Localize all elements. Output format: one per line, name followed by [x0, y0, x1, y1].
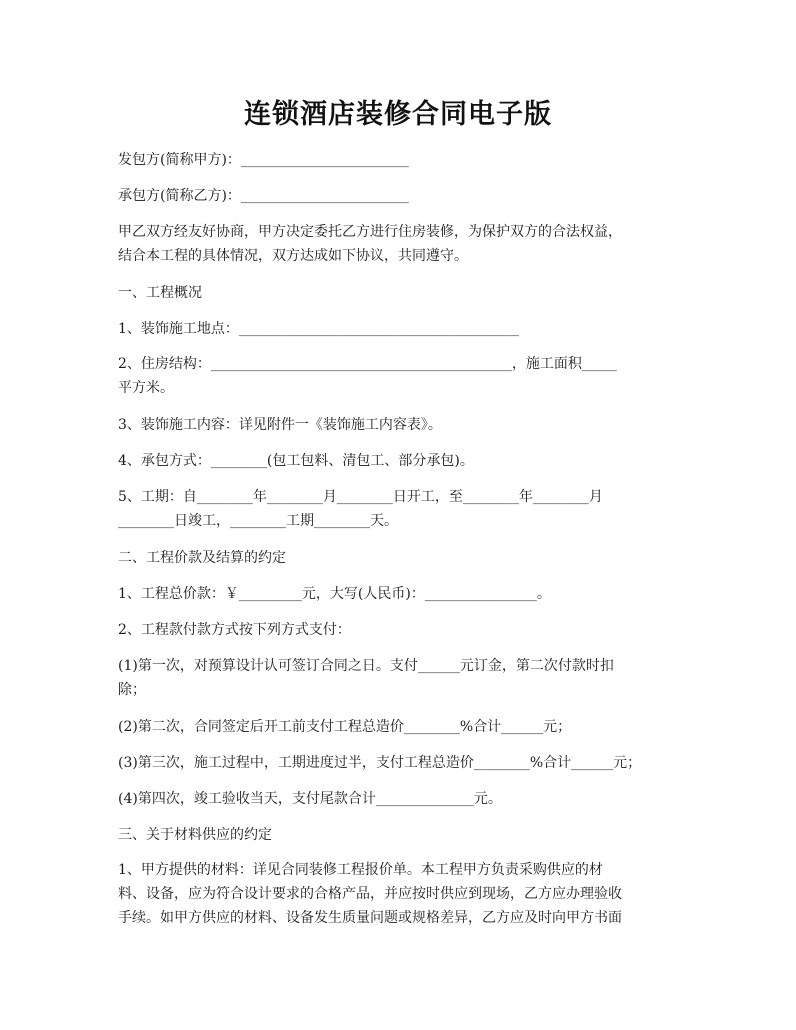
text-line: 二、工程价款及结算的约定: [118, 550, 286, 566]
clause-2-1: [118, 582, 688, 606]
text-line: ________日竣工，________工期________天。: [118, 513, 398, 529]
text-line: 结合本工程的具体情况，双方达成如下协议，共同遵守。: [118, 248, 468, 264]
text-line: 一、工程概况: [118, 285, 202, 301]
clause-1-2: [118, 352, 688, 400]
text-line: 承包方(简称乙方)：________________________: [118, 188, 409, 204]
text-line: 三、关于材料供应的约定: [118, 827, 272, 843]
text-line: 除；: [118, 682, 146, 698]
clause-1-1: [118, 317, 688, 341]
text-line: 2、住房结构：___________________________________________，施工面积_____: [118, 356, 617, 372]
text-line: 发包方(简称甲方)：________________________: [118, 152, 409, 168]
section-heading-1: [118, 281, 688, 305]
text-line: 平方米。: [118, 380, 174, 396]
section-heading-2: [118, 546, 688, 570]
party-a-line: [118, 148, 688, 172]
clause-2-2: [118, 618, 688, 642]
text-line: (4)第四次，竣工验收当天，支付尾款合计______________元。: [118, 791, 502, 807]
text-line: 手续。如甲方供应的材料、设备发生质量问题或规格差异，乙方应及时向甲方书面: [118, 910, 622, 926]
document-title: 连锁酒店装修合同电子版: [244, 99, 552, 130]
text-line: 5、工期：自________年________月________日开工，至________年________月: [118, 489, 603, 505]
payment-step-1: [118, 654, 688, 702]
payment-step-2: [118, 715, 688, 739]
text-line: (2)第二次，合同签定后开工前支付工程总造价________%合计______元；: [118, 719, 572, 735]
text-line: 1、工程总价款：￥_________元，大写(人民币)：________________。: [118, 586, 551, 602]
text-line: 1、甲方提供的材料：详见合同装修工程报价单。本工程甲方负责采购供应的材: [118, 862, 603, 878]
clause-3-1: [118, 858, 688, 930]
text-line: (3)第三次，施工过程中，工期进度过半，支付工程总造价________%合计______元；: [118, 755, 642, 771]
payment-step-3: [118, 751, 688, 775]
party-b-line: [118, 184, 688, 208]
text-line: (1)第一次，对预算设计认可签订合同之日。支付______元订金，第二次付款时扣: [118, 658, 614, 674]
section-heading-3: [118, 823, 688, 847]
preamble-paragraph: [118, 220, 688, 268]
clause-1-4: [118, 449, 688, 473]
text-line: 1、装饰施工地点：________________________________________: [118, 321, 519, 337]
text-line: 2、工程款付款方式按下列方式支付：: [118, 622, 351, 638]
text-line: 料、设备，应为符合设计要求的合格产品，并应按时供应到现场，乙方应办理验收: [118, 886, 622, 902]
clause-1-5: [118, 485, 688, 533]
text-line: 4、承包方式：________(包工包料、清包工、部分承包)。: [118, 453, 474, 469]
text-line: 甲乙双方经友好协商，甲方决定委托乙方进行住房装修，为保护双方的合法权益，: [118, 224, 622, 240]
payment-step-4: [118, 787, 688, 811]
text-line: 3、装饰施工内容：详见附件一《装饰施工内容表》。: [118, 417, 442, 433]
clause-1-3: [118, 413, 688, 437]
